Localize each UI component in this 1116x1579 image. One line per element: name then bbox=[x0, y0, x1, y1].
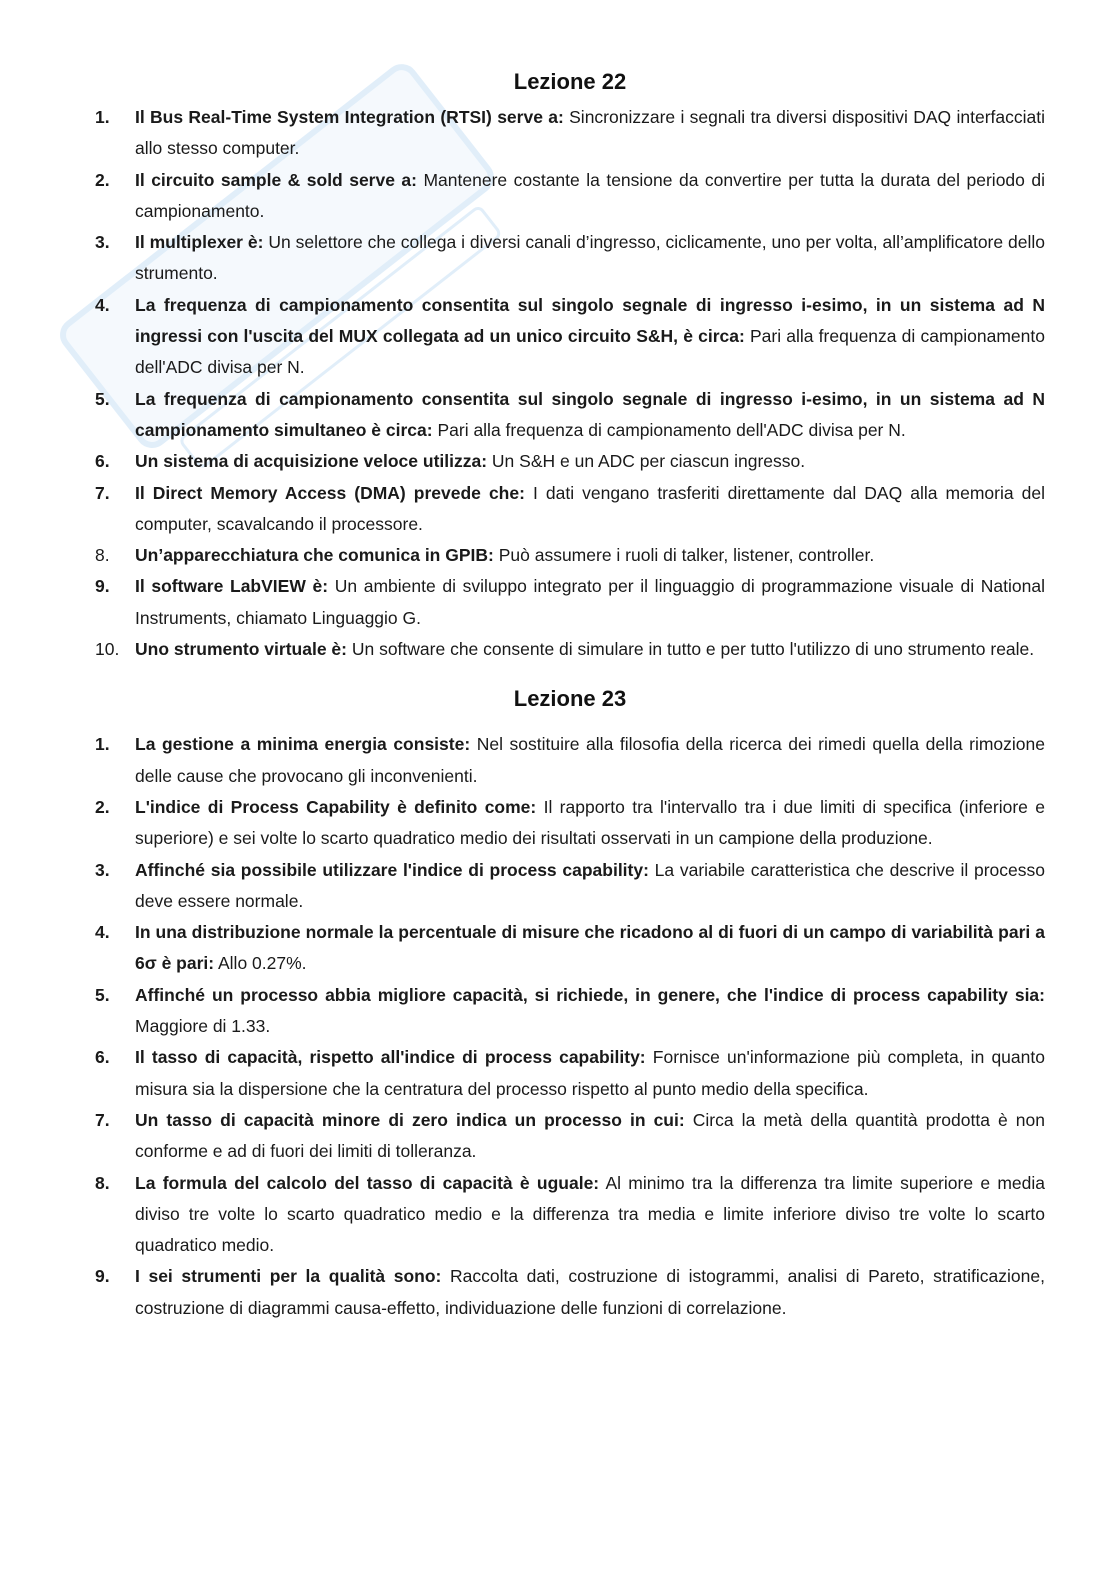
list-item bbox=[95, 446, 1045, 477]
answer-text: Maggiore di 1.33. bbox=[135, 1016, 271, 1037]
item-number: 9. bbox=[95, 1266, 110, 1287]
item-number: 2. bbox=[95, 169, 110, 190]
item-number: 7. bbox=[95, 482, 110, 503]
list-item bbox=[95, 290, 1045, 384]
section-lezione-22 bbox=[95, 62, 1045, 665]
question-text: La frequenza di campionamento consentita sul singolo segnale di ingresso i-esimo, in un sistema ad N campionamento simultaneo è circa: bbox=[135, 388, 1045, 440]
list-item bbox=[95, 917, 1045, 980]
list-item bbox=[95, 227, 1045, 290]
item-number: 1. bbox=[95, 107, 110, 127]
question-text: La formula del calcolo del tasso di capacità è uguale: bbox=[135, 1172, 600, 1193]
answer-text: Mantenere costante la tensione da convertire per tutta la durata del periodo di campionamento. bbox=[135, 169, 1045, 221]
list-item bbox=[95, 729, 1045, 792]
item-number: 9. bbox=[95, 576, 110, 597]
question-text: Un tasso di capacità minore di zero indica un processo in cui: bbox=[135, 1109, 685, 1130]
list-item bbox=[95, 478, 1045, 541]
question-list bbox=[95, 102, 1045, 665]
item-number: 1. bbox=[95, 734, 110, 755]
question-text: Affinché sia possibile utilizzare l'indice di process capability: bbox=[135, 859, 649, 880]
item-number: 7. bbox=[95, 1109, 110, 1130]
question-text: Il software LabVIEW è: bbox=[135, 576, 329, 597]
document-page bbox=[95, 62, 1045, 1324]
answer-text: Nel sostituire alla filosofia della ricerca dei rimedi quella della rimozione delle cause che provocano gli inconvenienti. bbox=[135, 734, 1045, 786]
item-number: 8. bbox=[95, 1172, 110, 1193]
list-item bbox=[95, 384, 1045, 447]
answer-text: Fornisce un'informazione più completa, in quanto misura sia la dispersione che la centratura del processo rispetto al punto medio della specifica. bbox=[135, 1047, 1045, 1099]
item-number: 10. bbox=[95, 639, 120, 660]
answer-text: Circa la metà della quantità prodotta è non conforme e ad di fuori dei limiti di tolleranza. bbox=[135, 1109, 1046, 1162]
question-text: Il tasso di capacità, rispetto all'indice di process capability: bbox=[135, 1047, 646, 1068]
answer-text: Un software che consente di simulare in tutto e per tutto l'utilizzo di uno strumento reale. bbox=[346, 639, 1035, 660]
answer-text: I dati vengano trasferiti direttamente dal DAQ alla memoria del computer, scavalcando il processore. bbox=[135, 482, 1045, 534]
answer-text: La variabile caratteristica che descrive il processo deve essere normale. bbox=[135, 859, 1045, 911]
list-item bbox=[95, 855, 1045, 918]
list-item bbox=[95, 980, 1045, 1043]
list-item bbox=[95, 165, 1045, 228]
answer-text: Un selettore che collega i diversi canali d’ingresso, ciclicamente, uno per volta, all’amplificatore dello strumento. bbox=[135, 232, 1045, 284]
item-number: 8. bbox=[95, 545, 110, 566]
section-title: Lezione 22 bbox=[513, 69, 627, 94]
list-item bbox=[95, 634, 1045, 665]
item-number: 6. bbox=[95, 451, 110, 472]
item-number: 4. bbox=[95, 922, 110, 943]
question-text: Un’apparecchiatura che comunica in GPIB: bbox=[135, 545, 494, 566]
answer-text: Sincronizzare i segnali tra diversi dispositivi DAQ interfacciati allo stesso computer. bbox=[135, 107, 1045, 159]
question-text: I sei strumenti per la qualità sono: bbox=[135, 1266, 442, 1287]
list-item bbox=[95, 1261, 1045, 1324]
item-number: 2. bbox=[95, 796, 110, 817]
answer-text: Raccolta dati, costruzione di istogrammi, analisi di Pareto, stratificazione, costruzione di diagrammi causa-effetto, individuazione delle funzioni di correlazione. bbox=[135, 1266, 1045, 1318]
list-item bbox=[95, 571, 1045, 634]
item-number: 5. bbox=[95, 388, 110, 409]
answer-text: Pari alla frequenza di campionamento dell'ADC divisa per N. bbox=[135, 326, 1045, 378]
question-text: La frequenza di campionamento consentita sul singolo segnale di ingresso i-esimo, in un sistema ad N ingressi con l'uscita del MUX collegata ad un unico circuito S&H, è circa: bbox=[135, 294, 1045, 347]
item-number: 4. bbox=[95, 294, 110, 315]
question-text: Il Bus Real-Time System Integration (RTSI) serve a: bbox=[135, 107, 564, 127]
answer-text: Al minimo tra la differenza tra limite superiore e media diviso tre volte lo scarto quadratico medio e la differenza tra media e limite inferiore diviso tre volte lo scarto quadratico medio. bbox=[135, 1172, 1045, 1256]
question-text: Il circuito sample & sold serve a: bbox=[135, 169, 417, 190]
answer-text: Allo 0.27%. bbox=[214, 953, 307, 974]
question-text: L'indice di Process Capability è definito come: bbox=[135, 796, 537, 817]
answer-text: Un ambiente di sviluppo integrato per il linguaggio di programmazione visuale di National Instruments, chiamato Linguaggio G. bbox=[135, 576, 1045, 628]
question-list bbox=[95, 729, 1045, 1324]
list-item bbox=[95, 1042, 1045, 1105]
question-text: In una distribuzione normale la percentuale di misure che ricadono al di fuori di un campo di variabilità pari a 6σ è pari: bbox=[135, 922, 1045, 974]
question-text: Un sistema di acquisizione veloce utilizza: bbox=[135, 451, 488, 472]
answer-text: Un S&H e un ADC per ciascun ingresso. bbox=[487, 451, 806, 472]
question-text: Il Direct Memory Access (DMA) prevede che: bbox=[135, 482, 525, 503]
question-text: La gestione a minima energia consiste: bbox=[135, 734, 471, 755]
list-item bbox=[95, 792, 1045, 855]
answer-text: Il rapporto tra l'intervallo tra i due limiti di specifica (inferiore e superiore) e sei volte lo scarto quadratico medio dei risultati osservati in un campione della produzione. bbox=[135, 796, 1045, 849]
list-item bbox=[95, 540, 1045, 571]
question-text: Uno strumento virtuale è: bbox=[135, 639, 347, 660]
answer-text: Pari alla frequenza di campionamento dell'ADC divisa per N. bbox=[432, 419, 906, 440]
section-lezione-23 bbox=[95, 679, 1045, 1324]
list-item bbox=[95, 1168, 1045, 1262]
question-text: Affinché un processo abbia migliore capacità, si richiede, in genere, che l'indice di process capability sia: bbox=[135, 984, 1045, 1005]
item-number: 3. bbox=[95, 232, 110, 253]
item-number: 5. bbox=[95, 984, 110, 1005]
item-number: 3. bbox=[95, 859, 110, 880]
question-text: Il multiplexer è: bbox=[135, 232, 264, 253]
list-item bbox=[95, 1105, 1045, 1168]
list-item bbox=[95, 102, 1045, 165]
section-title: Lezione 23 bbox=[513, 686, 627, 712]
item-number: 6. bbox=[95, 1047, 110, 1068]
answer-text: Può assumere i ruoli di talker, listener, controller. bbox=[493, 545, 875, 566]
